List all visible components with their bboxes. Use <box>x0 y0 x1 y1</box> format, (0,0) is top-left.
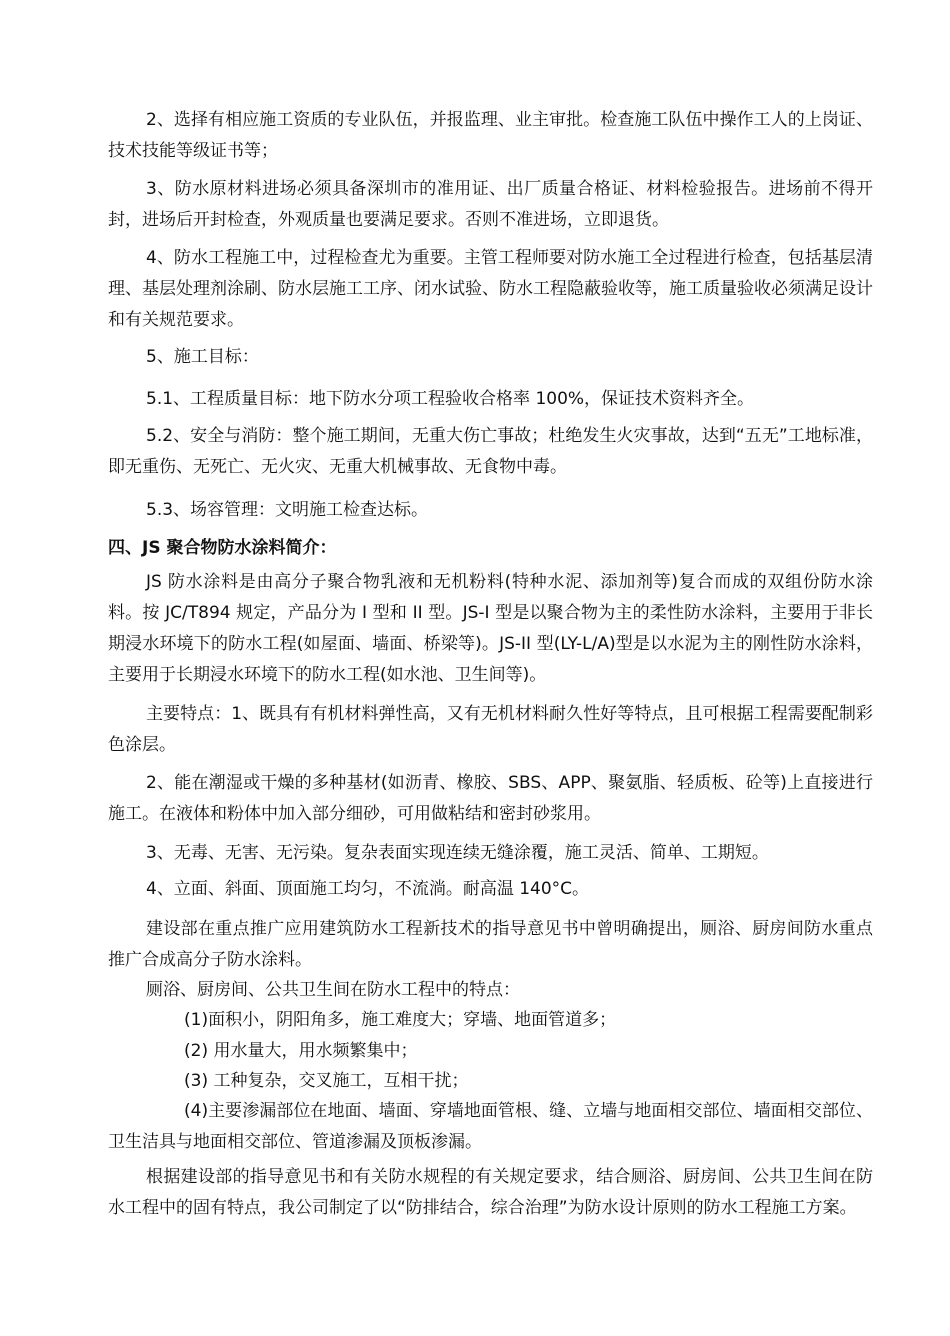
paragraph-material-entry: 3、防水原材料进场必须具备深圳市的准用证、出厂质量合格证、材料检验报告。进场前不得开封，进场后开封检查，外观质量也要满足要求。否则不准进场，立即退货。 <box>108 179 873 230</box>
paragraph-js-intro: JS 防水涂料是由高分子聚合物乳液和无机粉料(特种水泥、添加剂等)复合而成的双组份防水涂料。按 JC/T894 规定，产品分为 I 型和 II 型。JS-I 型是以聚合物为主的柔性防水涂料，主要用于非长期浸水环境下的防水工程(如屋面、墙面、桥梁等)。JS-II 型(LY-L/A)型是以水泥为主的刚性防水涂料，主要用于长期浸水环境下的防水工程(如水池、卫生间等)。 <box>108 572 873 685</box>
paragraph-feature-2: 2、能在潮湿或干燥的多种基材(如沥青、橡胶、SBS、APP、聚氨脂、轻质板、砼等)上直接进行施工。在液体和粉体中加入部分细砂，可用做粘结和密封砂浆用。 <box>108 773 873 824</box>
list-item-4: (4)主要渗漏部位在地面、墙面、穿墙地面管根、缝、立墙与地面相交部位、墙面相交部位、卫生洁具与地面相交部位、管道渗漏及顶板渗漏。 <box>108 1101 873 1152</box>
paragraph-quality-target: 5.1、工程质量目标：地下防水分项工程验收合格率 100%，保证技术资料齐全。 <box>146 389 755 409</box>
section-heading-js-coating: 四、JS 聚合物防水涂料简介： <box>108 538 337 558</box>
paragraph-feature-4: 4、立面、斜面、顶面施工均匀，不流淌。耐高温 140°C。 <box>146 879 590 899</box>
paragraph-construction-targets: 5、施工目标： <box>146 347 259 367</box>
list-item-3: (3) 工种复杂，交叉施工，互相干扰； <box>184 1071 469 1091</box>
list-item-1: (1)面积小，阴阳角多，施工难度大；穿墙、地面管道多； <box>184 1010 617 1030</box>
paragraph-process-inspection: 4、防水工程施工中，过程检查尤为重要。主管工程师要对防水施工全过程进行检查，包括基层清理、基层处理剂涂刷、防水层施工工序、闭水试验、防水工程隐蔽验收等，施工质量验收必须满足设计和有关规范要求。 <box>108 248 873 330</box>
paragraph-site-management: 5.3、场容管理：文明施工检查达标。 <box>146 500 429 520</box>
list-item-2: (2) 用水量大，用水频繁集中； <box>184 1041 418 1061</box>
paragraph-feature-3: 3、无毒、无害、无污染。复杂表面实现连续无缝涂覆，施工灵活、简单、工期短。 <box>146 843 769 863</box>
paragraph-main-features: 主要特点：1、既具有有机材料弹性高，又有无机材料耐久性好等特点，且可根据工程需要配制彩色涂层。 <box>108 704 873 755</box>
paragraph-bathroom-features: 厕浴、厨房间、公共卫生间在防水工程中的特点： <box>146 980 520 1000</box>
paragraph-safety-fire: 5.2、安全与消防：整个施工期间，无重大伤亡事故；杜绝发生火灾事故，达到“五无”工地标准，即无重伤、无死亡、无火灾、无重大机械事故、无食物中毒。 <box>108 426 873 477</box>
paragraph-qualified-team: 2、选择有相应施工资质的专业队伍，并报监理、业主审批。检查施工队伍中操作工人的上岗证、技术技能等级证书等； <box>108 110 873 161</box>
paragraph-design-principle: 根据建设部的指导意见书和有关防水规程的有关规定要求，结合厕浴、厨房间、公共卫生间在防水工程中的固有特点，我公司制定了以“防排结合，综合治理”为防水设计原则的防水工程施工方案。 <box>108 1167 873 1218</box>
paragraph-ministry-guidance: 建设部在重点推广应用建筑防水工程新技术的指导意见书中曾明确提出，厕浴、厨房间防水重点推广合成高分子防水涂料。 <box>108 919 873 970</box>
